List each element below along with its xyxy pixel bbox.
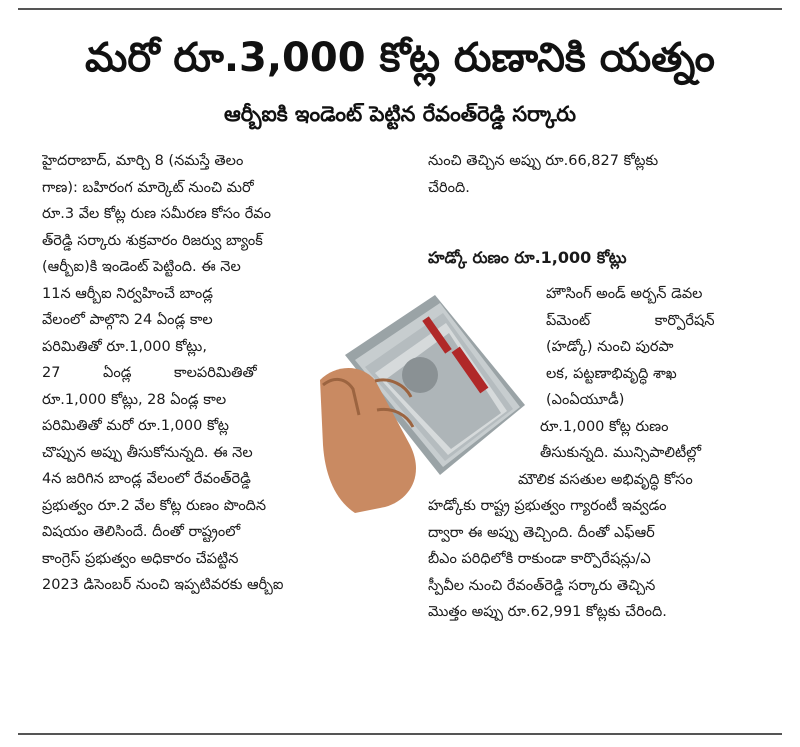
text-line: వేలంలో పాల్గొని 24 ఏండ్ల కాల [42,312,213,328]
text-line: హైదరాబాద్, మార్చి 8 (నమస్తే తెలం [42,153,244,169]
top-rule [18,8,782,10]
text-line: చొప్పున అప్పు తీసుకోనున్నది. ఈ నెల [42,444,253,461]
text-line: ప్రభుత్వం రూ.2 వేల కోట్ల రుణం పొందిన [42,497,267,514]
text-line: చేరింది. [428,179,470,196]
text-line: ద్వారా ఈ అప్పు తెచ్చింది. దీంతో ఎఫ్‌ఆర్ [428,524,655,541]
text-line: (హడ్కో) నుంచి పురపా [546,339,674,355]
right-subheading: హడ్కో రుణం రూ.1,000 కోట్లు [428,248,627,267]
text-line: (ఆర్బీఐ)కి ఇండెంట్ పెట్టింది. ఈ నెల [42,259,241,275]
text-line: లక, పట్టణాభివృద్ధి శాఖ [546,365,677,382]
text-line: పరిమితితో మరో రూ.1,000 కోట్ల [42,418,229,434]
subheadline: ఆర్బీఐకి ఇండెంట్ పెట్టిన రేవంత్‌రెడ్డి సర్కారు [223,102,577,126]
text-line: మౌలిక వసతుల అభివృద్ధి కోసం [518,471,693,488]
text-line: పరిమితితో రూ.1,000 కోట్లు, [42,338,207,355]
text-line: త్‌రెడ్డి సర్కారు శుక్రవారం రిజర్వు బ్యాంక్ [42,232,263,249]
text-line: 11న ఆర్బీఐ నిర్వహించే బాండ్ల [42,285,213,302]
text-line: స్పీవీల నుంచి రేవంత్‌రెడ్డి సర్కారు తెచ్చిన [428,577,656,594]
text-line: హడ్కోకు రాష్ట్ర ప్రభుత్వం గ్యారంటీ ఇవ్వడం [428,498,667,514]
headline: మరో రూ.3,000 కోట్ల రుణానికి యత్నం [85,35,715,81]
text-line: 4న జరిగిన బాండ్ల వేలంలో రేవంత్‌రెడ్డి [42,471,251,487]
bottom-rule [18,733,782,735]
text-line: (ఎంఏయూడీ) [546,392,625,408]
right-column-top [428,148,778,201]
text-line: నుంచి తెచ్చిన అప్పు రూ.66,827 కోట్లకు [428,153,659,169]
text-line: ప్‌మెంట్ కార్పొరేషన్ [546,312,715,329]
text-line: మొత్తం అప్పు రూ.62,991 కోట్లకు చేరింది. [428,604,667,620]
text-line: రూ.1,000 కోట్లు, 28 ఏండ్ల కాల [42,391,227,408]
money-bundle-in-hand-icon [315,285,555,515]
text-line: కాంగ్రెస్ ప్రభుత్వం అధికారం చేపట్టిన [42,550,239,567]
text-line: హౌసింగ్ అండ్ అర్బన్ డెవల [546,286,703,302]
text-line: 2023 డిసెంబర్ నుంచి ఇప్పటివరకు ఆర్బీఐ [42,577,284,593]
text-line: తీసుకున్నది. మున్సిపాలిటీల్లో [540,445,702,461]
text-line: రూ.1,000 కోట్ల రుణం [540,418,669,435]
text-line: 27 ఏండ్ల కాలపరిమితితో [42,365,257,381]
text-line: విషయం తెలిసిందే. దీంతో రాష్ట్రంలో [42,524,241,540]
text-line: రూ.3 వేల కోట్ల రుణ సమీరణ కోసం రేవం [42,206,271,222]
text-line: గాణ): బహిరంగ మార్కెట్ నుంచి మరో [42,179,254,196]
text-line: బీఎం పరిధిలోకి రాకుండా కార్పొరేషన్లు/ఎ [428,551,651,567]
